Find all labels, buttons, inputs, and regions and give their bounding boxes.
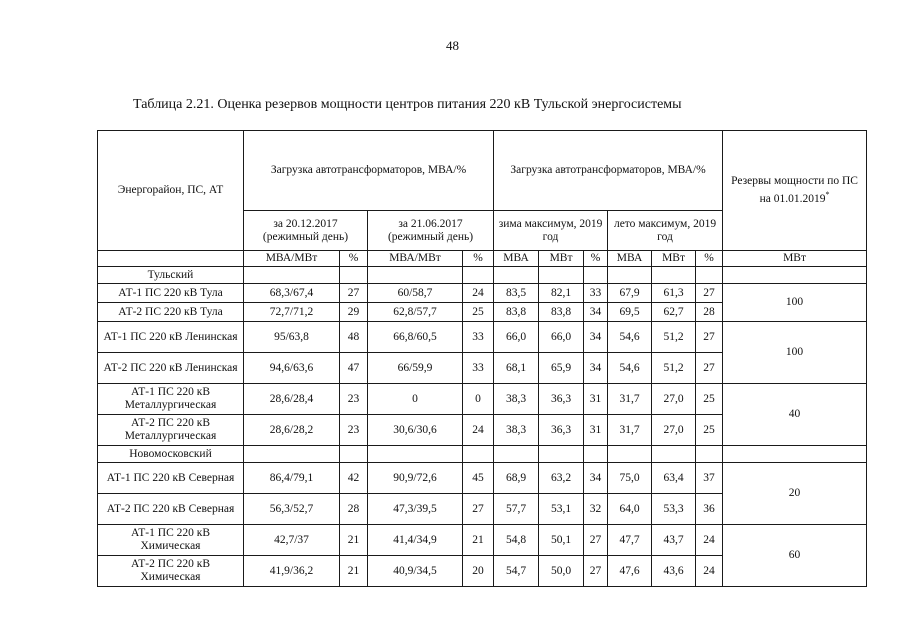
cell: 66,0: [494, 322, 539, 353]
cell: 68,1: [494, 353, 539, 384]
cell: 27: [696, 353, 723, 384]
subheader-2017-12: за 20.12.2017 (режимный день): [244, 211, 368, 251]
cell: 34: [584, 463, 608, 494]
cell: 34: [584, 322, 608, 353]
cell: 90,9/72,6: [368, 463, 463, 494]
cell: 50,0: [539, 556, 584, 587]
reserve-cell: 60: [723, 525, 867, 587]
region-label: Новомосковский: [98, 446, 244, 463]
cell: 60/58,7: [368, 284, 463, 303]
cell: 72,7/71,2: [244, 303, 340, 322]
header-region: Энергорайон, ПС, АТ: [98, 131, 244, 251]
cell: 42: [340, 463, 368, 494]
reserve-cell: 40: [723, 384, 867, 446]
cell: 31: [584, 415, 608, 446]
cell: 62,8/57,7: [368, 303, 463, 322]
cell: 83,8: [494, 303, 539, 322]
cell: 47: [340, 353, 368, 384]
cell: 24: [696, 556, 723, 587]
cell: 20: [463, 556, 494, 587]
cell: 83,8: [539, 303, 584, 322]
cell: 21: [463, 525, 494, 556]
cell: 27: [340, 284, 368, 303]
cell: 53,3: [652, 494, 696, 525]
cell: 29: [340, 303, 368, 322]
cell: 32: [584, 494, 608, 525]
cell: 23: [340, 384, 368, 415]
cell: 54,6: [608, 353, 652, 384]
cell: 47,7: [608, 525, 652, 556]
unit-header: %: [463, 251, 494, 267]
cell: 38,3: [494, 415, 539, 446]
cell: 25: [463, 303, 494, 322]
subheader-summer-2019: лето максимум, 2019 год: [608, 211, 723, 251]
cell: 24: [696, 525, 723, 556]
unit-header: %: [340, 251, 368, 267]
cell: 33: [463, 322, 494, 353]
unit-header: МВА: [494, 251, 539, 267]
row-name: АТ-1 ПС 220 кВ Тула: [98, 284, 244, 303]
cell: 36,3: [539, 384, 584, 415]
reserve-cell: 100: [723, 322, 867, 384]
cell: 51,2: [652, 322, 696, 353]
cell: 53,1: [539, 494, 584, 525]
cell: 25: [696, 384, 723, 415]
table-row: [98, 384, 867, 415]
cell: 68,3/67,4: [244, 284, 340, 303]
header-group-1: Загрузка автотрансформаторов, МВА/%: [244, 131, 494, 211]
cell: 68,9: [494, 463, 539, 494]
unit-header: МВт: [723, 251, 867, 267]
cell: 34: [584, 303, 608, 322]
cell: 40,9/34,5: [368, 556, 463, 587]
cell: 27,0: [652, 384, 696, 415]
cell: 63,2: [539, 463, 584, 494]
row-name: АТ-2 ПС 220 кВ Металлургическая: [98, 415, 244, 446]
cell: 47,3/39,5: [368, 494, 463, 525]
cell: 42,7/37: [244, 525, 340, 556]
row-name: АТ-2 ПС 220 кВ Ленинская: [98, 353, 244, 384]
reserve-cell: 20: [723, 463, 867, 525]
cell: 21: [340, 525, 368, 556]
cell: 37: [696, 463, 723, 494]
cell: 36,3: [539, 415, 584, 446]
row-name: АТ-2 ПС 220 кВ Химическая: [98, 556, 244, 587]
cell: 0: [368, 384, 463, 415]
cell: 24: [463, 284, 494, 303]
cell: 82,1: [539, 284, 584, 303]
cell: 50,1: [539, 525, 584, 556]
region-label: Тульский: [98, 267, 244, 284]
cell: 38,3: [494, 384, 539, 415]
cell: 31,7: [608, 384, 652, 415]
cell: 28,6/28,4: [244, 384, 340, 415]
cell: 69,5: [608, 303, 652, 322]
row-name: АТ-2 ПС 220 кВ Тула: [98, 303, 244, 322]
cell: 95/63,8: [244, 322, 340, 353]
cell: 30,6/30,6: [368, 415, 463, 446]
cell: 21: [340, 556, 368, 587]
cell: 33: [463, 353, 494, 384]
cell: 43,7: [652, 525, 696, 556]
cell: 41,4/34,9: [368, 525, 463, 556]
cell: 66,8/60,5: [368, 322, 463, 353]
row-name: АТ-1 ПС 220 кВ Металлургическая: [98, 384, 244, 415]
cell: 27,0: [652, 415, 696, 446]
cell: 56,3/52,7: [244, 494, 340, 525]
row-name: АТ-1 ПС 220 кВ Химическая: [98, 525, 244, 556]
unit-header: МВт: [652, 251, 696, 267]
table-row: [98, 463, 867, 494]
cell: 48: [340, 322, 368, 353]
header-group-2: Загрузка автотрансформаторов, МВА/%: [494, 131, 723, 211]
cell: 34: [584, 353, 608, 384]
cell: 57,7: [494, 494, 539, 525]
cell: 31,7: [608, 415, 652, 446]
cell: 75,0: [608, 463, 652, 494]
row-name: АТ-2 ПС 220 кВ Северная: [98, 494, 244, 525]
cell: 54,8: [494, 525, 539, 556]
row-name: АТ-1 ПС 220 кВ Северная: [98, 463, 244, 494]
page-number: 48: [446, 38, 459, 53]
cell: 33: [584, 284, 608, 303]
cell: 27: [463, 494, 494, 525]
cell: 64,0: [608, 494, 652, 525]
cell: 27: [696, 322, 723, 353]
cell: 62,7: [652, 303, 696, 322]
cell: 41,9/36,2: [244, 556, 340, 587]
cell: 27: [584, 525, 608, 556]
cell: 67,9: [608, 284, 652, 303]
reserve-cell: 100: [723, 284, 867, 322]
table-row: [98, 525, 867, 556]
cell: 65,9: [539, 353, 584, 384]
cell: 45: [463, 463, 494, 494]
cell: 27: [584, 556, 608, 587]
cell: 61,3: [652, 284, 696, 303]
cell: 23: [340, 415, 368, 446]
unit-header: %: [584, 251, 608, 267]
header-reserve: Резервы мощности по ПС на 01.01.2019*: [723, 131, 867, 251]
unit-header: МВт: [539, 251, 584, 267]
cell: 94,6/63,6: [244, 353, 340, 384]
cell: 24: [463, 415, 494, 446]
cell: 28: [340, 494, 368, 525]
cell: 54,7: [494, 556, 539, 587]
cell: 0: [463, 384, 494, 415]
cell: 83,5: [494, 284, 539, 303]
table-row: [98, 322, 867, 353]
cell: 25: [696, 415, 723, 446]
cell: 28,6/28,2: [244, 415, 340, 446]
cell: 47,6: [608, 556, 652, 587]
subheader-winter-2019: зима максимум, 2019 год: [494, 211, 608, 251]
row-name: АТ-1 ПС 220 кВ Ленинская: [98, 322, 244, 353]
cell: 54,6: [608, 322, 652, 353]
unit-header: МВА/МВт: [244, 251, 340, 267]
cell: 66/59,9: [368, 353, 463, 384]
unit-header: МВА: [608, 251, 652, 267]
cell: 66,0: [539, 322, 584, 353]
cell: 31: [584, 384, 608, 415]
subheader-2017-06: за 21.06.2017 (режимный день): [368, 211, 494, 251]
cell: 28: [696, 303, 723, 322]
cell: 86,4/79,1: [244, 463, 340, 494]
cell: 63,4: [652, 463, 696, 494]
table-row: [98, 284, 867, 303]
cell: 36: [696, 494, 723, 525]
cell: 27: [696, 284, 723, 303]
unit-header: %: [696, 251, 723, 267]
unit-header: МВА/МВт: [368, 251, 463, 267]
cell: 43,6: [652, 556, 696, 587]
table-caption: Таблица 2.21. Оценка резервов мощности центров питания 220 кВ Тульской энергосистемы: [133, 97, 682, 112]
reserve-table: [97, 130, 867, 587]
cell: 51,2: [652, 353, 696, 384]
unit-blank: [98, 251, 244, 267]
